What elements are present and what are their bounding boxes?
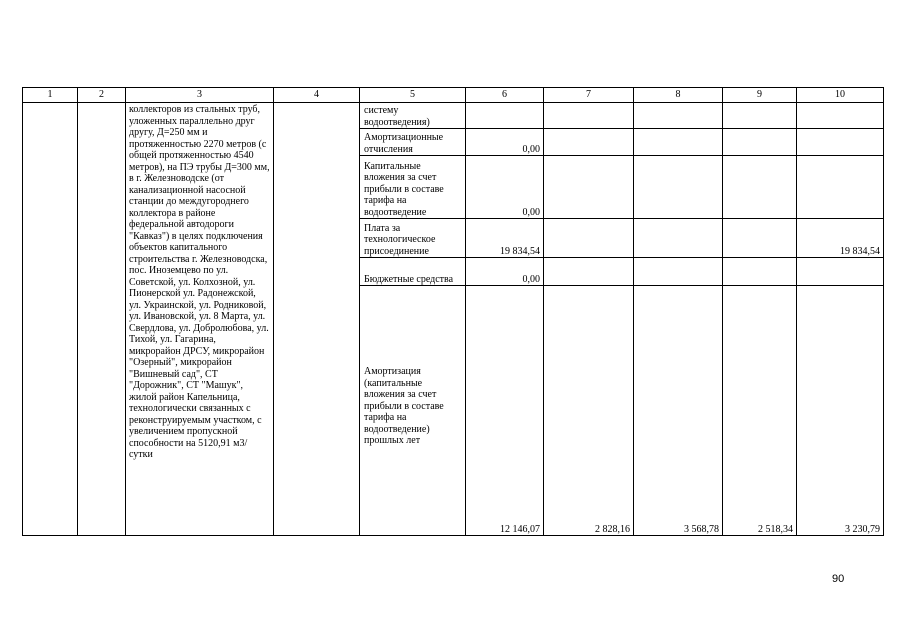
value-cell [723, 258, 797, 286]
value-cell [634, 219, 723, 258]
page-number: 90 [832, 573, 845, 585]
value-cell [723, 129, 797, 156]
header-cell: 5 [360, 88, 466, 103]
value-cell [634, 258, 723, 286]
header-cell: 7 [544, 88, 634, 103]
header-cell: 10 [797, 88, 884, 103]
value-cell: 2 518,34 [723, 286, 797, 536]
value-cell [544, 103, 634, 129]
value-cell [797, 129, 884, 156]
value-cell [544, 258, 634, 286]
value-cell: 0,00 [466, 129, 544, 156]
value-cell: 3 230,79 [797, 286, 884, 536]
data-table [22, 87, 884, 536]
header-cell: 4 [274, 88, 360, 103]
header-cell: 3 [126, 88, 274, 103]
col4-cell [274, 103, 360, 536]
source-label: Амортизация (капитальные вложения за счет прибыли в составе тарифа на водоотведение) прошлых лет [360, 286, 466, 536]
project-description: коллекторов из стальных труб, уложенных параллельно друг другу, Д=250 мм и протяженностью 2270 метров (с общей протяженностью 4540 метров), на ПЭ трубы Д=300 мм, в г. Железноводске (от канализационной насосной станции до междугороднего коллектора в районе федеральной автодороги "Кавказ") в целях подключения объектов капитального строительства г. Железноводска, пос. Иноземцево по ул. Советской, ул. Колхозной, ул. Пионерской ул. Радонежской, ул. Украинской, ул. Родниковой, ул. Ивановской, ул. 8 Марта, ул. Свердлова, ул. Добролюбова, ул. Тихой, ул. Гагарина, микрорайон ДРСУ, микрорайон "Озерный", микрорайон "Вишневый сад", СТ "Дорожник", СТ "Машук", жилой район Капельница, технологически связанных с реконструируемым участком, с увеличением пропускной способности на 5120,91 м3/сутки [126, 103, 274, 536]
value-cell [544, 156, 634, 219]
value-cell: 19 834,54 [466, 219, 544, 258]
value-cell [466, 103, 544, 129]
value-cell [634, 129, 723, 156]
source-label: систему водоотведения) [360, 103, 466, 129]
value-cell: 0,00 [466, 156, 544, 219]
header-cell: 2 [78, 88, 126, 103]
source-label: Плата за технологическое присоединение [360, 219, 466, 258]
value-cell [723, 156, 797, 219]
value-cell: 19 834,54 [797, 219, 884, 258]
header-cell: 1 [23, 88, 78, 103]
value-cell [797, 103, 884, 129]
value-cell [634, 156, 723, 219]
value-cell [723, 219, 797, 258]
value-cell [797, 258, 884, 286]
value-cell [723, 103, 797, 129]
value-cell: 12 146,07 [466, 286, 544, 536]
value-cell: 2 828,16 [544, 286, 634, 536]
value-cell [544, 129, 634, 156]
col1-cell [23, 103, 78, 536]
value-cell: 0,00 [466, 258, 544, 286]
source-label: Бюджетные средства [360, 258, 466, 286]
source-label: Капитальные вложения за счет прибыли в составе тарифа на водоотведение [360, 156, 466, 219]
col2-cell [78, 103, 126, 536]
value-cell: 3 568,78 [634, 286, 723, 536]
value-cell [797, 156, 884, 219]
source-label: Амортизационные отчисления [360, 129, 466, 156]
header-cell: 8 [634, 88, 723, 103]
header-row [23, 88, 884, 103]
table-row [23, 103, 884, 129]
header-cell: 6 [466, 88, 544, 103]
header-cell: 9 [723, 88, 797, 103]
value-cell [544, 219, 634, 258]
value-cell [634, 103, 723, 129]
